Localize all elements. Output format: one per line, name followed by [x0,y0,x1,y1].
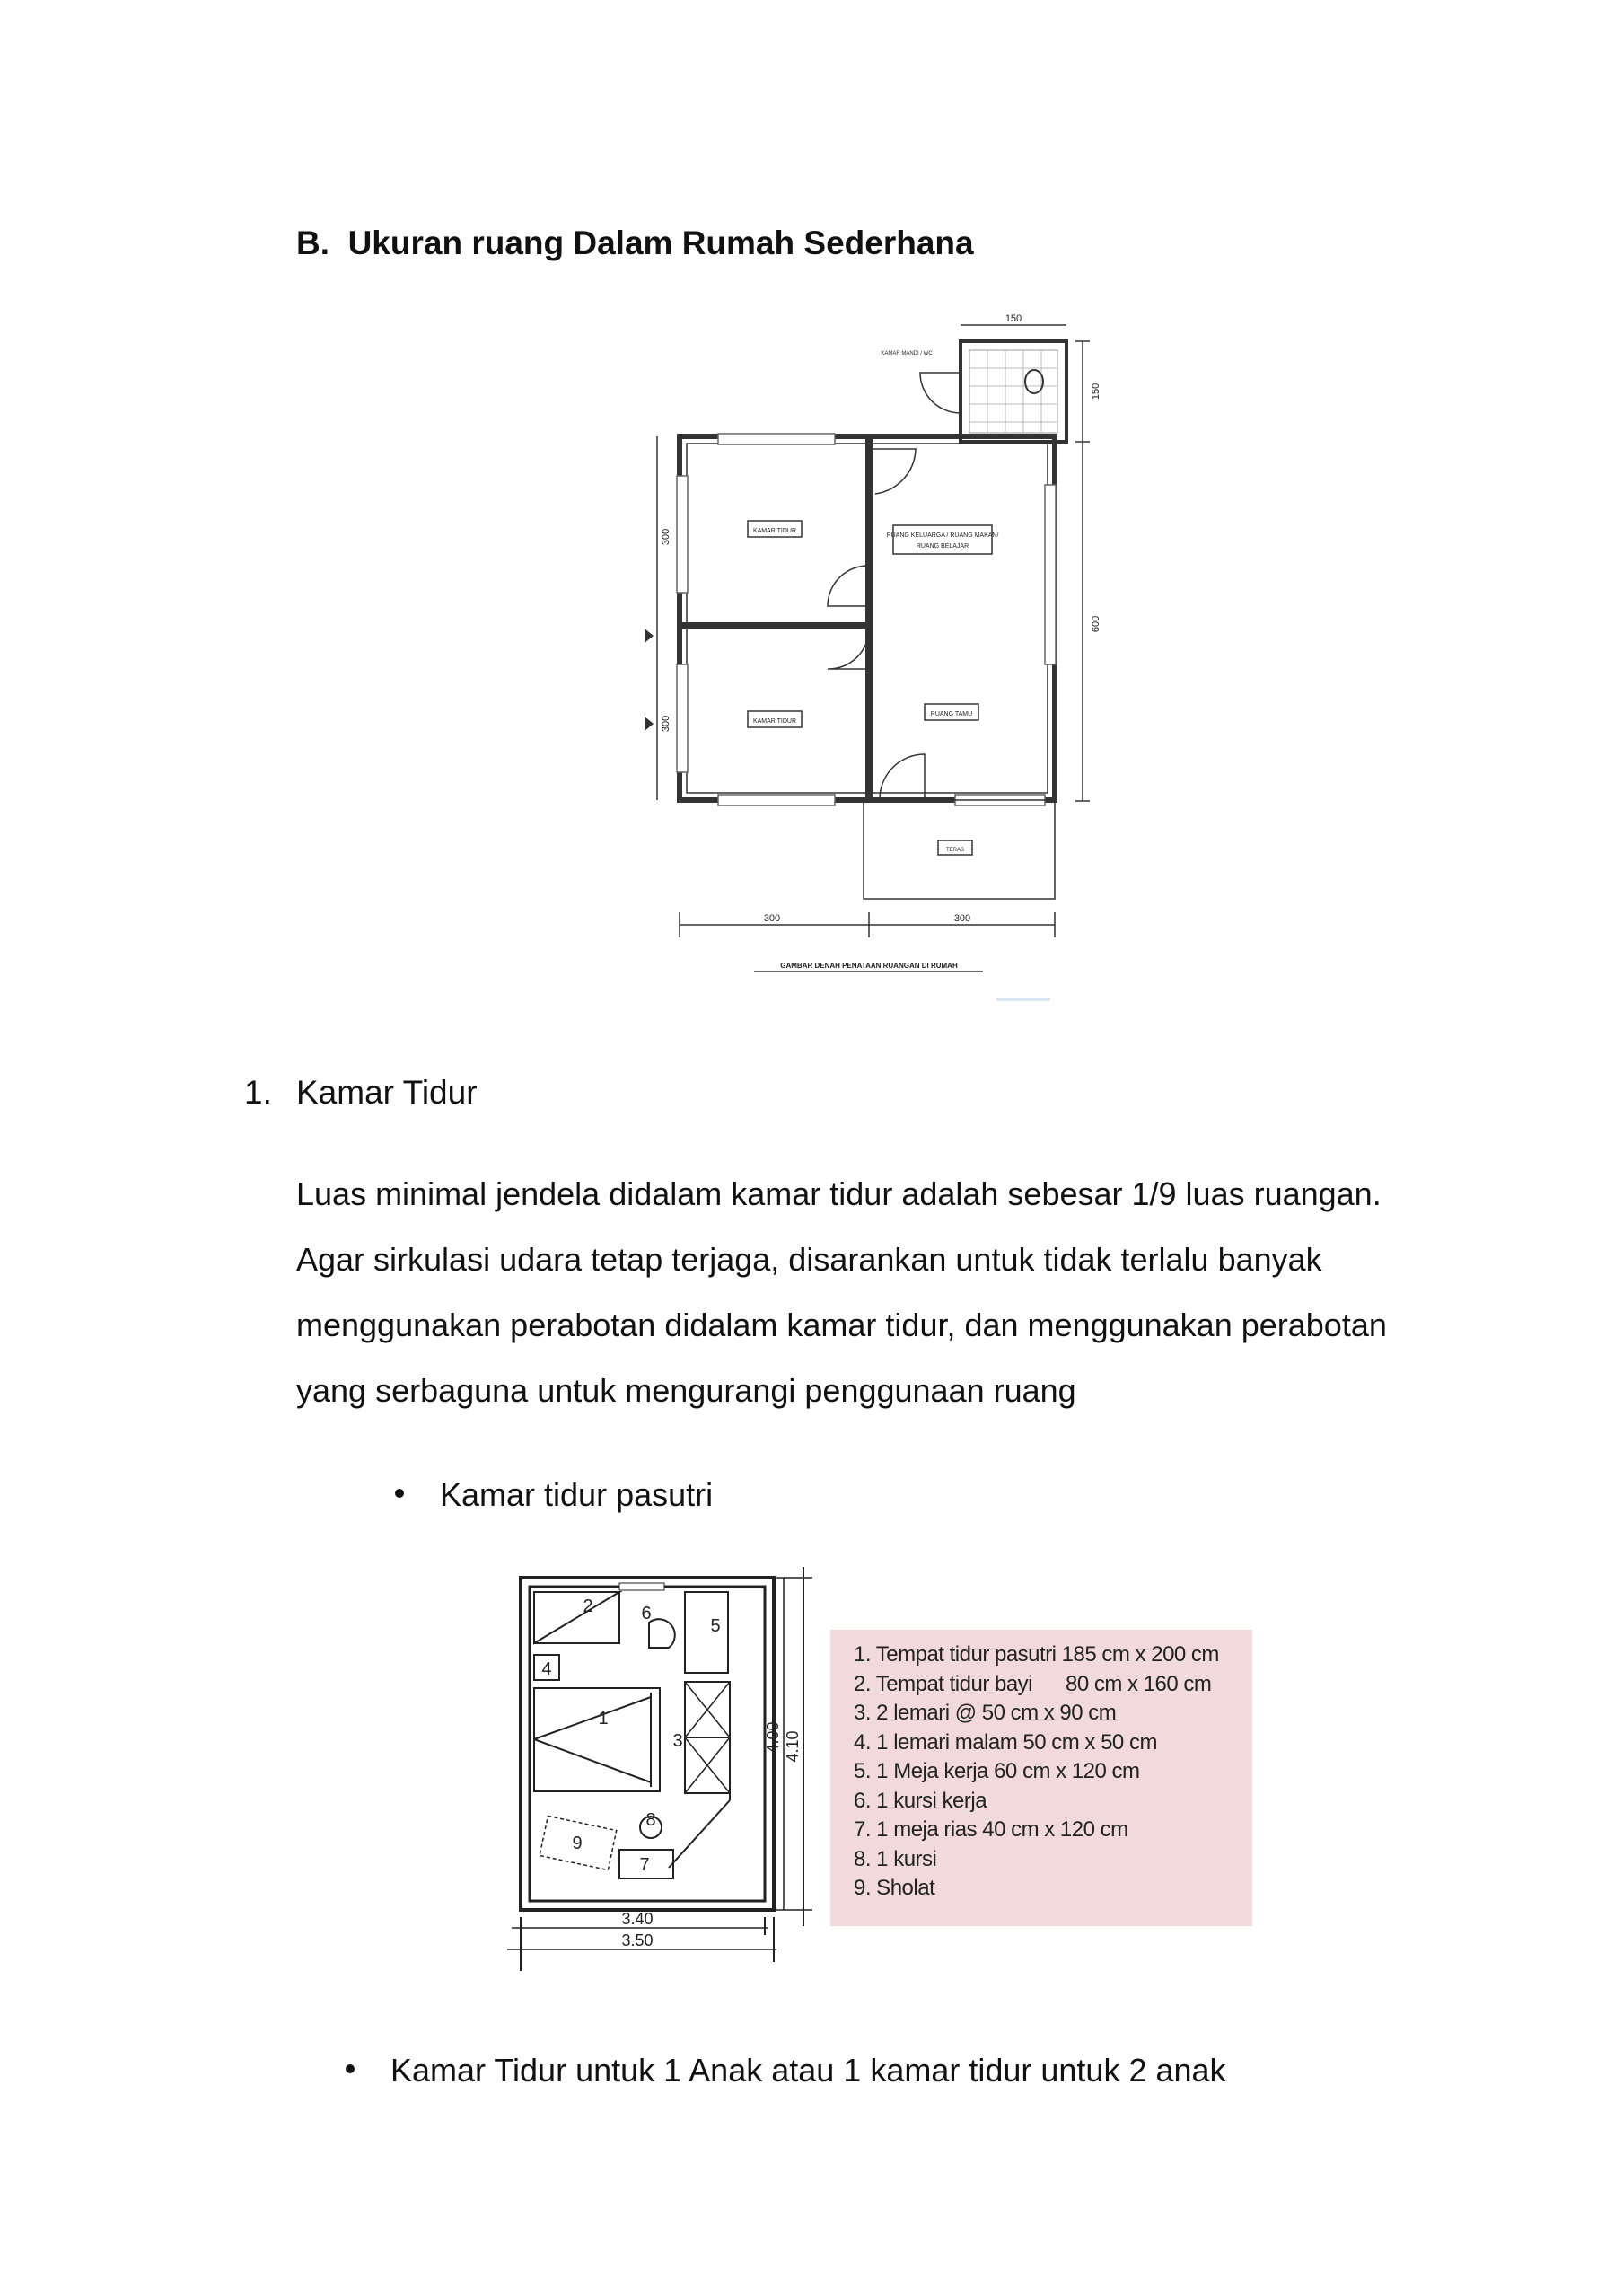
bullet-item [346,2052,1226,2089]
label-living-room: RUANG TAMU [930,711,973,717]
legend-item: 7. 1 meja rias 40 cm x 120 cm [854,1817,1128,1842]
section-letter: B. [296,224,329,261]
paragraph [296,1167,1463,1430]
dim-top-wc: 150 [1005,313,1022,324]
furniture-legend [830,1630,1252,1926]
bullet-dot [395,1489,404,1498]
plan-number-1: 1 [598,1709,609,1729]
plan-number-2: 2 [583,1597,593,1616]
paragraph-line: Luas minimal jendela didalam kamar tidur adalah sebesar 1/9 luas ruangan. [296,1175,1382,1212]
label-family-room-2: RUANG BELAJAR [916,543,969,550]
list-title-text: Kamar Tidur [296,1074,478,1111]
legend-item: 3. 2 lemari @ 50 cm x 90 cm [854,1701,1117,1725]
bullet-text: Kamar Tidur untuk 1 Anak atau 1 kamar tidur untuk 2 anak [390,2052,1226,2089]
list-item-title [244,1074,478,1112]
paragraph-line: yang serbaguna untuk mengurangi penggunaan ruang [296,1372,1076,1409]
dim-bottom-right: 300 [953,913,971,924]
toilet-icon [1025,370,1043,393]
dim-left-top: 300 [661,528,671,546]
bedroom-plan [498,1558,821,1989]
legend-item: 9. Sholat [854,1876,935,1900]
plan-number-8: 8 [645,1810,656,1830]
plan-number-9: 9 [572,1834,583,1853]
legend-item: 8. 1 kursi [854,1846,937,1871]
paragraph-line: menggunakan perabotan didalam kamar tidur, dan menggunakan perabotan [296,1306,1387,1343]
label-family-room: RUANG KELUARGA / RUANG MAKAN/ [886,532,999,539]
legend-item: 5. 1 Meja kerja 60 cm x 120 cm [854,1759,1140,1783]
house-floorplan [628,305,1131,1006]
bullet-item [395,1476,713,1514]
bullet-text: Kamar tidur pasutri [440,1476,714,1513]
dim-side-wc: 150 [1091,383,1101,400]
plan-number-6: 6 [641,1604,652,1623]
bullet-dot [346,2064,355,2073]
list-number: 1. [244,1074,272,1111]
legend-item: 6. 1 kursi kerja [854,1788,987,1813]
dim-inner-width: 3.40 [621,1910,654,1928]
label-terrace: TERAS [945,848,965,853]
legend-item: 4. 1 lemari malam 50 cm x 50 cm [854,1729,1157,1755]
plan-number-3: 3 [672,1731,683,1751]
section-heading [296,224,974,262]
paragraph-line: Agar sirkulasi udara tetap terjaga, disarankan untuk tidak terlalu banyak [296,1241,1322,1278]
plan-number-7: 7 [639,1855,650,1875]
plan-number-4: 4 [541,1659,552,1679]
dim-right: 600 [1091,615,1101,633]
floorplan-caption: GAMBAR DENAH PENATAAN RUANGAN DI RUMAH [780,962,958,970]
label-bedroom-2: KAMAR TIDUR [752,718,797,725]
dim-inner-height: 4.00 [764,1721,782,1754]
legend-item: 2. Tempat tidur bayi 80 cm x 160 cm [854,1671,1212,1696]
dim-outer-width: 3.50 [621,1931,654,1949]
dim-left-bottom: 300 [661,715,671,733]
dim-outer-height: 4.10 [784,1730,802,1763]
label-wc: KAMAR MANDI / WC [881,351,933,356]
label-bedroom-1: KAMAR TIDUR [752,528,797,534]
legend-item: 1. Tempat tidur pasutri 185 cm x 200 cm [854,1642,1219,1667]
dim-bottom-left: 300 [763,913,781,924]
plan-number-5: 5 [710,1616,721,1636]
section-title: Ukuran ruang Dalam Rumah Sederhana [347,224,974,261]
wc-room [961,341,1066,442]
